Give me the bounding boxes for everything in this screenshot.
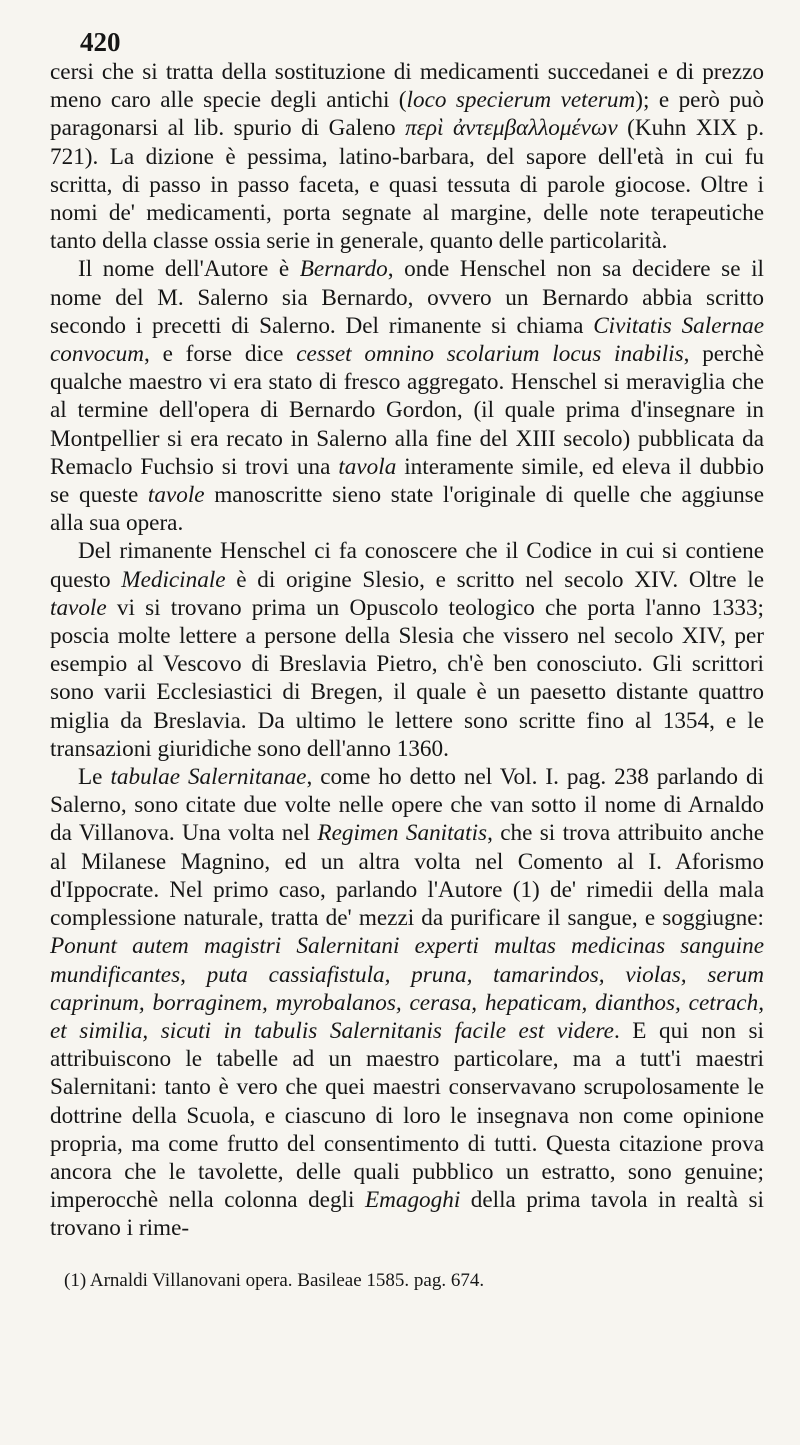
text-run: ); e però può paragonarsi al lib. spurio di Galeno [50,87,764,142]
italic-text: Ponunt autem magistri Salernitani experti multas medicinas sanguine mundificantes, puta cassiafistula, pruna, tamarindos, violas, serum caprinum, borraginem, myrobalanos, cerasa, hepaticam, dianthos, cetrach, et similia, sicuti in tabulis Salernitanis facile est videre [50,933,764,1044]
italic-text: Regimen Sanitatis [317,820,488,847]
text-run: , perchè qualche maestro vi era stato di fresco aggregato. Henschel si meraviglia che al termine dell'opera di Bernardo Gordon, (il quale prima d'insegnare in Montpellier si era recato in Salerno alla fine del XIII secolo) pubblicata da Remaclo Fuchsio si trovi una [50,341,764,480]
text-run: cersi che si tratta della sostituzione di medicamenti succedanei e di prezzo meno caro alle specie degli antichi ( [50,59,764,114]
text-run: , onde Henschel non sa decidere se il nome del M. Salerno sia Bernardo, ovvero un Bernardo abbia scritto secondo i precetti di Salerno. Del rimanente si chiama [50,256,764,339]
italic-text: tavole [50,594,107,621]
italic-text: περὶ ἀντεμβαλλομένων [405,115,618,142]
text-run: (Kuhn XIX p. 721). La dizione è pessima, latino-barbara, del sapore dell'età in cui fu scritta, di passo in passo faceta, e quasi tessuta di parole giocose. Oltre i nomi de' medicamenti, porta segnate al margine, delle note terapeutiche tanto della classe ossia serie in generale, quanto delle particolarità. [50,115,764,255]
italic-text: Medicinale [121,566,226,593]
paragraph [50,763,764,1242]
paragraph [50,58,764,255]
paragraph [50,537,764,763]
text-run: manoscritte sieno state l'originale di quelle che aggiunse alla sua opera. [50,482,764,537]
body-text [50,58,764,1243]
text-run: , come ho detto nel Vol. I. pag. 238 parlando di Salerno, sono citate due volte nelle opere che van sotto il nome di Arnaldo da Villanova. Una volta nel [50,764,764,847]
italic-text: tavole [147,482,205,509]
italic-text: loco specierum veterum [406,87,636,114]
text-run: , che si trova attribuito anche al Milanese Magnino, ed un altra volta nel Comento al I. Aforismo d'Ippocrate. Nel primo caso, parlando l'Autore (1) de' rimedii della mala complessione naturale, tratta de' mezzi da purificare il sangue, e soggiugne: [50,820,764,932]
footnote: (1) Arnaldi Villanovani opera. Basileae 1585. pag. 674. [64,1269,485,1291]
italic-text: tabulae Salernitanae [110,764,307,791]
text-run: , e forse dice [144,341,297,368]
italic-text: Emagoghi [364,1187,461,1214]
paragraph [50,255,764,537]
text-run: interamente simile, ed eleva il dubbio se queste [50,453,764,509]
text-run: Del rimanente Henschel ci fa conoscere che il Codice in cui si contiene questo [50,538,764,593]
text-run: vi si trovano prima un Opuscolo teologico che porta l'anno 1333; poscia molte lettere a persone della Slesia che vissero nel secolo XIV, per esempio al Vescovo di Breslavia Pietro, ch'è ben conosciuto. Gli scrittori sono varii Ecclesiastici di Bregen, il quale è un paesetto distante quattro miglia da Breslavia. Da ultimo le lettere sono scritte fino al 1354, e le transazioni giuridiche sono dell'anno 1360. [50,594,764,762]
italic-text: Civitatis Salernae convocum [50,312,765,368]
italic-text: cesset omnino scolarium locus inabilis [296,341,684,368]
text-run: . E qui non si attribuiscono le tabelle ad un maestro particolare, ma a tutt'i maestri Salernitani: tanto è vero che quei maestri conservavano scrupolosamente le dottrine della Scuola, e ciascuno di loro le insegnava non come opinione propria, ma come frutto del consentimento di tutti. Questa citazione prova ancora che le tavolette, delle quali pubblico un estratto, sono genuine; imperocchè nella colonna degli [50,1017,764,1214]
text-run: Le [78,764,111,791]
italic-text: tavola [338,453,397,480]
text-run: Il nome dell'Autore è [78,256,300,283]
text-run: è di origine Slesio, e scritto nel secolo XIV. Oltre le [225,566,764,593]
italic-text: Bernardo [299,256,388,283]
text-run: della prima tavola in realtà si trovano i rime- [50,1187,764,1242]
page-number: 420 [80,27,121,57]
